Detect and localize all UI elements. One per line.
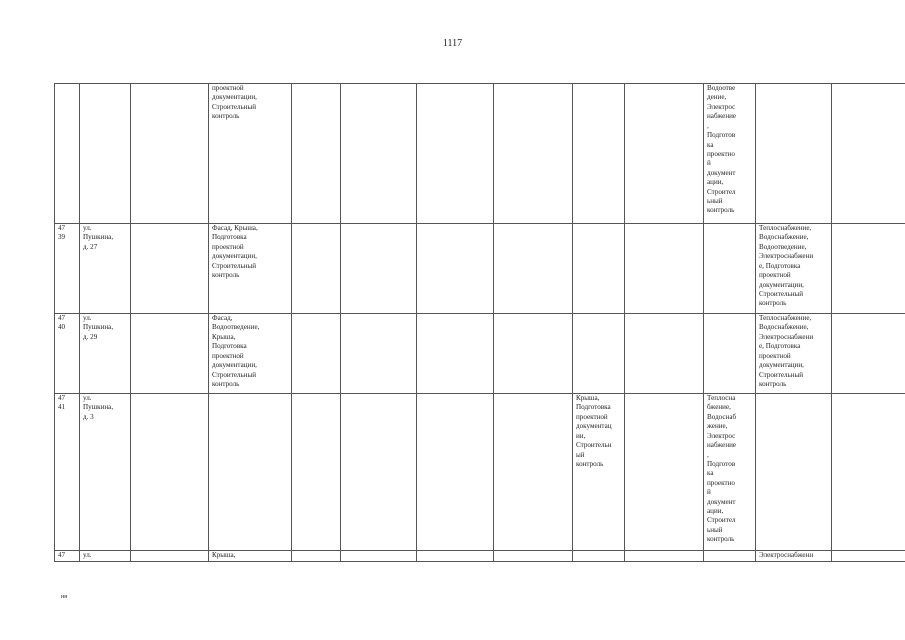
table-row: [55, 84, 905, 224]
row-number: [55, 84, 80, 224]
address-cell: ул. Пушкина, д. 29: [80, 314, 131, 394]
table-cell: Фасад, Водоотведение, Крыша, Подготовка проектной документации, Строительный контроль: [209, 314, 292, 394]
table-cell: [625, 551, 704, 562]
table-cell: [832, 394, 905, 551]
footer-mark: нн: [61, 594, 68, 600]
table-cell: [131, 84, 209, 224]
table-cell: [704, 551, 756, 562]
table-cell: Водоотве дение, Электрос набжение , Подготов ка проектно й документ ации, Строител ьный контроль: [704, 84, 756, 224]
table-cell: проектной документации, Строительный контроль: [209, 84, 292, 224]
table-cell: [417, 394, 494, 551]
table-cell: [756, 394, 832, 551]
table-cell: [494, 84, 573, 224]
table-row: [55, 314, 905, 394]
table-cell: [832, 224, 905, 314]
row-number: 47 41: [55, 394, 80, 551]
table-cell: Фасад, Крыша, Подготовка проектной документации, Строительный контроль: [209, 224, 292, 314]
table-cell: [341, 84, 417, 224]
table-cell: [494, 394, 573, 551]
table-cell: [573, 551, 625, 562]
table-cell: [292, 314, 341, 394]
table-cell: [756, 84, 832, 224]
table-cell: [292, 224, 341, 314]
page-number: 1117: [442, 38, 463, 49]
table-cell: [417, 84, 494, 224]
table-row: [55, 224, 905, 314]
table-cell: [494, 224, 573, 314]
table-cell: Электроснабженн: [756, 551, 832, 562]
table-cell: [417, 551, 494, 562]
table-cell: [494, 551, 573, 562]
row-number: 47 40: [55, 314, 80, 394]
table-cell: Теплоснабжение, Водоснабжение, Электроснабжени е, Подготовка проектной документации, Строительный контроль: [756, 314, 832, 394]
table-cell: [625, 84, 704, 224]
table-cell: [341, 224, 417, 314]
row-number: 47 39: [55, 224, 80, 314]
table-cell: [292, 394, 341, 551]
table-cell: [131, 314, 209, 394]
table-cell: [341, 551, 417, 562]
table-cell: [704, 314, 756, 394]
table-cell: [832, 314, 905, 394]
table-row: [55, 394, 905, 551]
table-cell: Крыша,: [209, 551, 292, 562]
address-cell: [80, 84, 131, 224]
table-cell: [417, 314, 494, 394]
table-cell: [832, 84, 905, 224]
table-cell: [292, 84, 341, 224]
table-cell: [341, 394, 417, 551]
table-cell: [341, 314, 417, 394]
table-cell: [573, 314, 625, 394]
address-cell: ул.: [80, 551, 131, 562]
row-number: 47: [55, 551, 80, 562]
table-cell: [573, 224, 625, 314]
table-cell: [625, 314, 704, 394]
table-cell: [131, 394, 209, 551]
table-cell: [625, 224, 704, 314]
table-cell: Крыша, Подготовка проектной документац ии, Строительн ый контроль: [573, 394, 625, 551]
address-cell: ул. Пушкина, д. 3: [80, 394, 131, 551]
table-cell: [292, 551, 341, 562]
address-cell: ул. Пушкина, д. 27: [80, 224, 131, 314]
works-table: [54, 83, 905, 562]
table-cell: [573, 84, 625, 224]
table-cell: [625, 394, 704, 551]
table-cell: [417, 224, 494, 314]
table-cell: [832, 551, 905, 562]
table-cell: [131, 551, 209, 562]
table-cell: Теплосна бжение, Водоснаб жение, Электрос набжение , Подготов ка проектно й документ ации, Строител ьный контроль: [704, 394, 756, 551]
table-cell: [494, 314, 573, 394]
table-cell: Теплоснабжение, Водоснабжение, Водоотведение, Электроснабжени е, Подготовка проектной документации, Строительный контроль: [756, 224, 832, 314]
table-cell: [209, 394, 292, 551]
table-cell: [131, 224, 209, 314]
table-row: [55, 551, 905, 562]
table-cell: [704, 224, 756, 314]
